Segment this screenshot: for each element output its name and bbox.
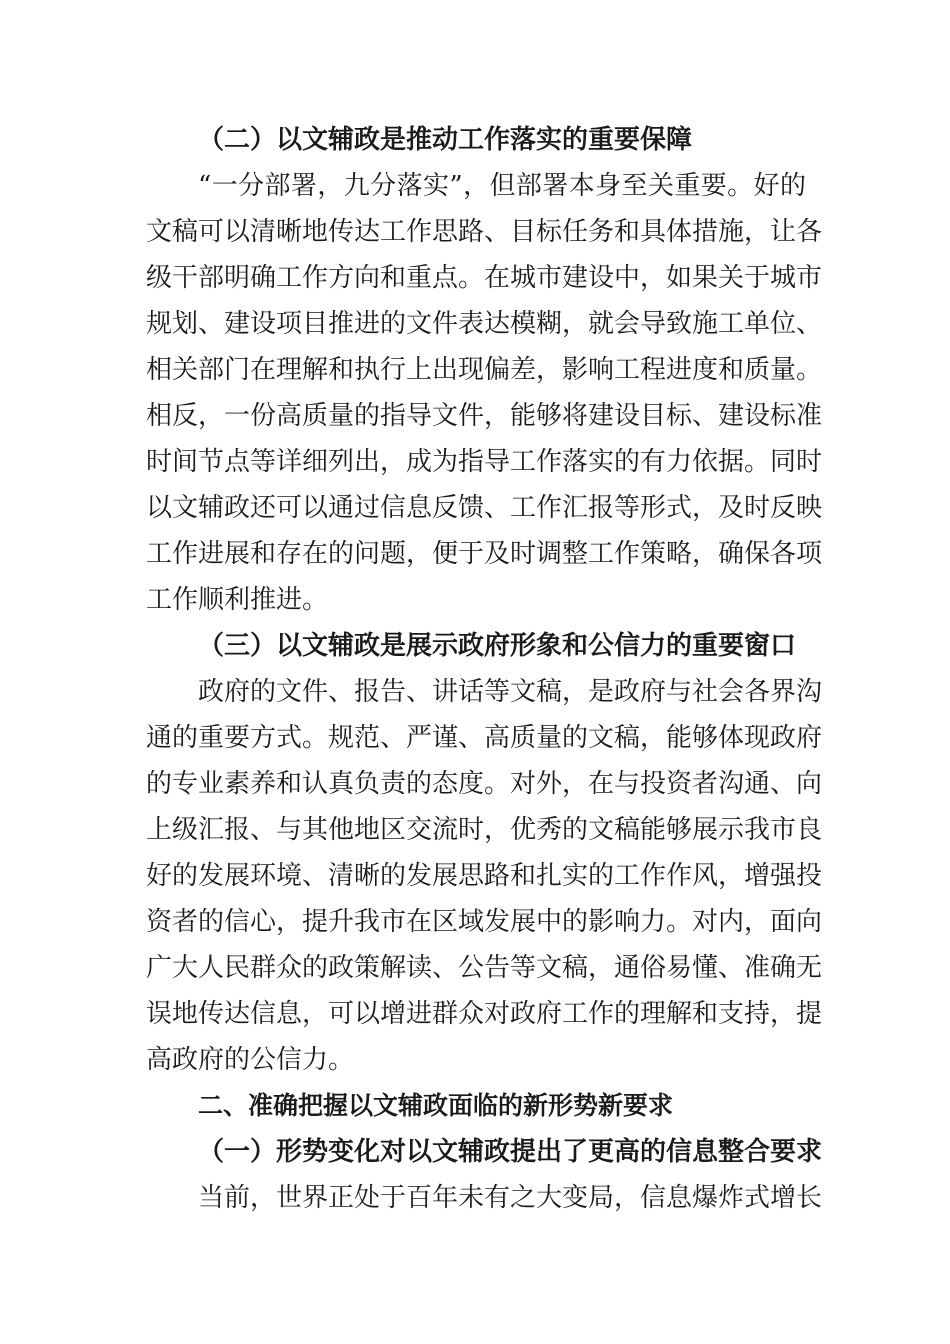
paragraph-line: 工作进展和存在的问题，便于及时调整工作策略，确保各项 [146, 539, 823, 569]
section-heading: （一）形势变化对以文辅政提出了更高的信息整合要求 [198, 1137, 823, 1167]
paragraph-line: 时间节点等详细列出，成为指导工作落实的有力依据。同时 [146, 447, 823, 477]
paragraph-line: 好的发展环境、清晰的发展思路和扎实的工作作风，增强投 [146, 861, 823, 891]
section-heading: （二）以文辅政是推动工作落实的重要保障 [198, 125, 693, 155]
paragraph-line: 规划、建设项目推进的文件表达模糊，就会导致施工单位、 [146, 309, 823, 339]
paragraph-line: 工作顺利推进。 [146, 585, 329, 615]
chapter-heading: 二、准确把握以文辅政面临的新形势新要求 [198, 1091, 674, 1120]
paragraph-line: 当前，世界正处于百年未有之大变局，信息爆炸式增长 [198, 1183, 823, 1213]
paragraph-line: 相关部门在理解和执行上出现偏差，影响工程进度和质量。 [146, 355, 823, 385]
paragraph-line: 以文辅政还可以通过信息反馈、工作汇报等形式，及时反映 [146, 493, 823, 523]
paragraph-line: 文稿可以清晰地传达工作思路、目标任务和具体措施，让各 [146, 217, 823, 247]
paragraph-line: 的专业素养和认真负责的态度。对外，在与投资者沟通、向 [146, 769, 823, 799]
paragraph-line: 广大人民群众的政策解读、公告等文稿，通俗易懂、准确无 [146, 953, 823, 983]
paragraph-line: 相反，一份高质量的指导文件，能够将建设目标、建设标准 [146, 401, 823, 431]
paragraph-line: 资者的信心，提升我市在区域发展中的影响力。对内，面向 [146, 907, 823, 937]
paragraph-line: 上级汇报、与其他地区交流时，优秀的文稿能够展示我市良 [146, 815, 823, 845]
section-heading: （三）以文辅政是展示政府形象和公信力的重要窗口 [198, 631, 797, 661]
paragraph-line: 高政府的公信力。 [146, 1045, 355, 1075]
paragraph-line: 通的重要方式。规范、严谨、高质量的文稿，能够体现政府 [146, 723, 823, 753]
paragraph-line: 级干部明确工作方向和重点。在城市建设中，如果关于城市 [146, 263, 823, 293]
paragraph-line: 政府的文件、报告、讲话等文稿，是政府与社会各界沟 [198, 677, 823, 707]
paragraph-line: “一分部署，九分落实”，但部署本身至关重要。好的 [198, 171, 806, 201]
paragraph-line: 误地传达信息，可以增进群众对政府工作的理解和支持，提 [146, 999, 823, 1029]
